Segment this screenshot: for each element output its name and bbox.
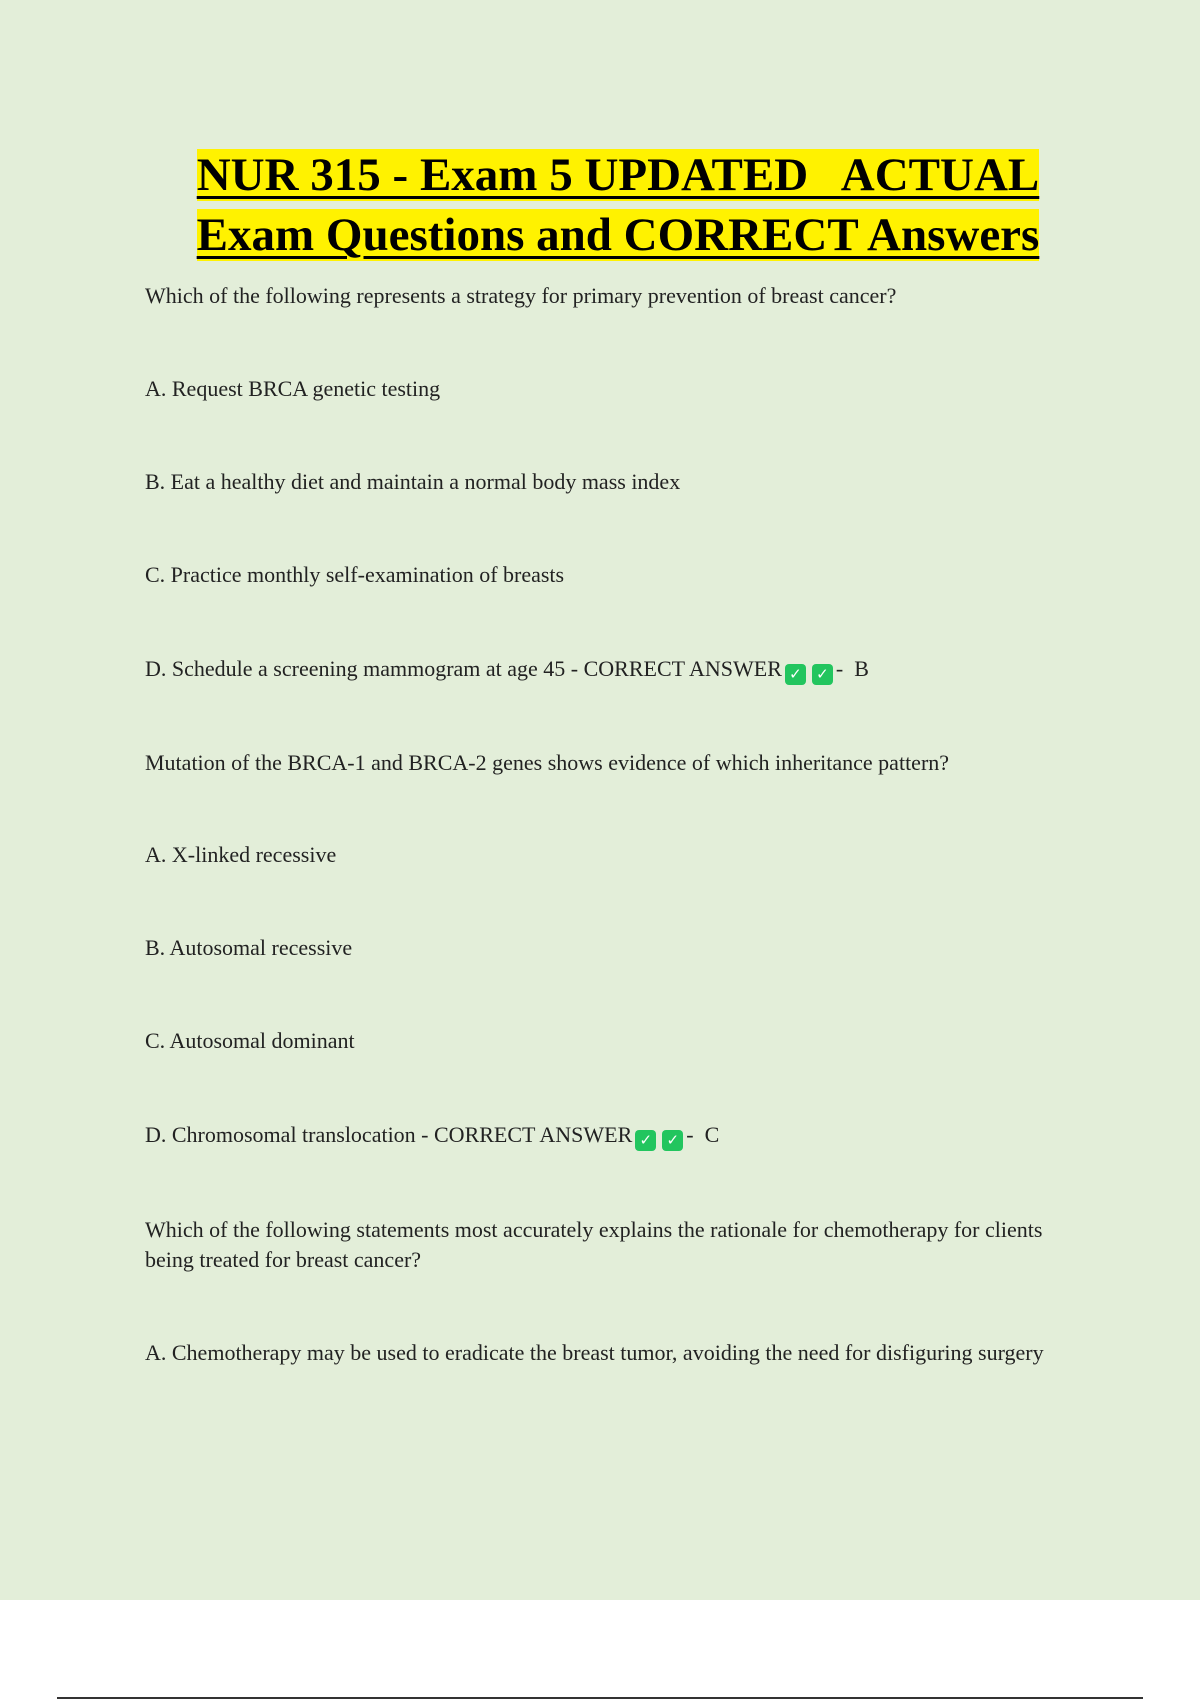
- question-2: Mutation of the BRCA-1 and BRCA-2 genes shows evidence of which inheritance pattern?: [145, 750, 950, 775]
- check-icon: ✓: [812, 664, 833, 685]
- question-1-option-a: A. Request BRCA genetic testing: [145, 376, 441, 401]
- question-1-option-d: [145, 654, 1075, 685]
- question-2-option-a: A. X-linked recessive: [145, 842, 337, 867]
- question-3: Which of the following statements most accurately explains the rationale for chemotherapy for clients being treated for breast cancer?: [145, 1217, 1043, 1272]
- footer-divider: [57, 1697, 1143, 1699]
- question-2-option-b: B. Autosomal recessive: [145, 935, 353, 960]
- title-line-2: Exam Questions and CORRECT Answers: [196, 209, 1040, 261]
- question-2-option-d: [145, 1120, 1075, 1151]
- question-1-option-d-text: D. Schedule a screening mammogram at age 45 - CORRECT ANSWER: [145, 656, 782, 681]
- question-1-answer: - B: [835, 656, 869, 681]
- check-icon: ✓: [662, 1130, 683, 1151]
- question-2-option-d-text: D. Chromosomal translocation - CORRECT ANSWER: [145, 1122, 633, 1147]
- question-3-option-a: A. Chemotherapy may be used to eradicate the breast tumor, avoiding the need for disfiguring surgery: [145, 1340, 1044, 1365]
- question-1-option-b: B. Eat a healthy diet and maintain a normal body mass index: [145, 469, 681, 494]
- question-2-answer: - C: [686, 1122, 720, 1147]
- title-line-1: NUR 315 - Exam 5 UPDATED ACTUAL: [196, 149, 1040, 201]
- question-1: Which of the following represents a strategy for primary prevention of breast cancer?: [145, 283, 897, 308]
- question-2-option-c: C. Autosomal dominant: [145, 1028, 355, 1053]
- check-icon: ✓: [785, 664, 806, 685]
- page-title: [180, 145, 1056, 265]
- question-1-option-c: C. Practice monthly self-examination of breasts: [145, 562, 565, 587]
- check-icon: ✓: [635, 1130, 656, 1151]
